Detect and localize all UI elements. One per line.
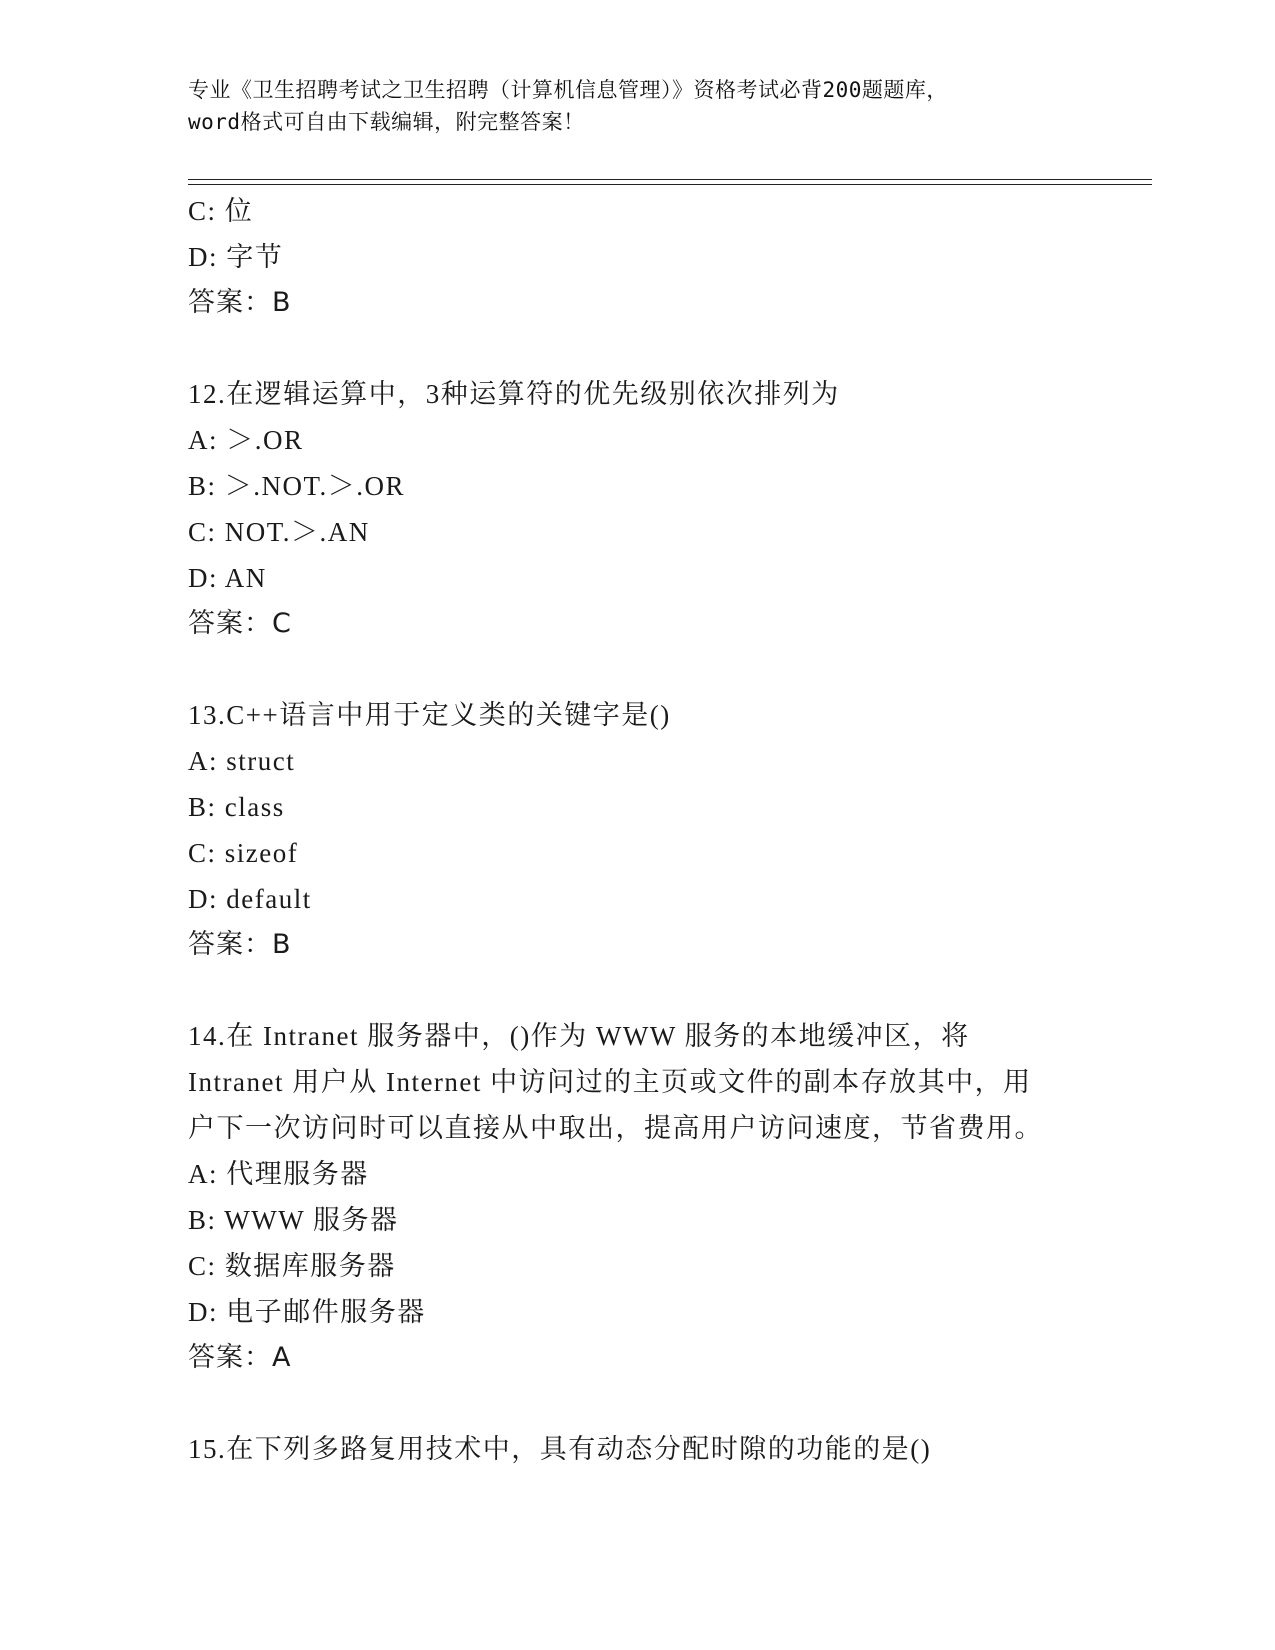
spacer	[188, 1381, 1088, 1426]
question-text-line: 户下一次访问时可以直接从中取出，提高用户访问速度，节省费用。	[188, 1113, 1043, 1143]
question-13	[188, 692, 1088, 968]
question-text: 15.在下列多路复用技术中，具有动态分配时隙的功能的是()	[188, 1434, 932, 1464]
option-d: D: 字节	[188, 242, 284, 272]
option-a: A: ＞.OR	[188, 425, 304, 455]
header-line-1: 专业《卫生招聘考试之卫生招聘（计算机信息管理）》资格考试必背200题题库，	[188, 78, 948, 102]
option-c: C: sizeof	[188, 838, 299, 868]
option-c: C: NOT.＞.AN	[188, 517, 370, 547]
option-b: B: class	[188, 792, 285, 822]
option-a: A: 代理服务器	[188, 1159, 369, 1189]
spacer	[188, 326, 1088, 371]
option-b: B: WWW 服务器	[188, 1205, 399, 1235]
answer-line: 答案：B	[188, 287, 292, 318]
answer-line: 答案：C	[188, 608, 292, 639]
spacer	[188, 647, 1088, 692]
previous-question-tail	[188, 188, 1088, 326]
header-line-2: word格式可自由下载编辑，附完整答案！	[188, 110, 585, 134]
question-15	[188, 1426, 1088, 1472]
question-12	[188, 371, 1088, 647]
question-text-line: Intranet 用户从 Internet 中访问过的主页或文件的副本存放其中，用	[188, 1067, 1032, 1097]
spacer	[188, 968, 1088, 1013]
question-text	[188, 1013, 1088, 1151]
option-c: C: 位	[188, 196, 254, 226]
answer-line: 答案：A	[188, 1342, 292, 1373]
header-divider-bottom	[188, 184, 1152, 185]
option-c: C: 数据库服务器	[188, 1251, 396, 1281]
option-d: D: AN	[188, 563, 267, 593]
question-text: 13.C++语言中用于定义类的关键字是()	[188, 700, 671, 730]
question-list	[188, 188, 1088, 1472]
question-14	[188, 1013, 1088, 1381]
option-d: D: 电子邮件服务器	[188, 1297, 426, 1327]
document-header	[188, 74, 1088, 138]
option-b: B: ＞.NOT.＞.OR	[188, 471, 406, 501]
header-divider-top	[188, 179, 1152, 180]
question-text-line: 14.在 Intranet 服务器中，()作为 WWW 服务的本地缓冲区，将	[188, 1021, 970, 1051]
question-text: 12.在逻辑运算中，3种运算符的优先级别依次排列为	[188, 379, 840, 409]
option-a: A: struct	[188, 746, 296, 776]
option-d: D: default	[188, 884, 312, 914]
answer-line: 答案：B	[188, 929, 292, 960]
